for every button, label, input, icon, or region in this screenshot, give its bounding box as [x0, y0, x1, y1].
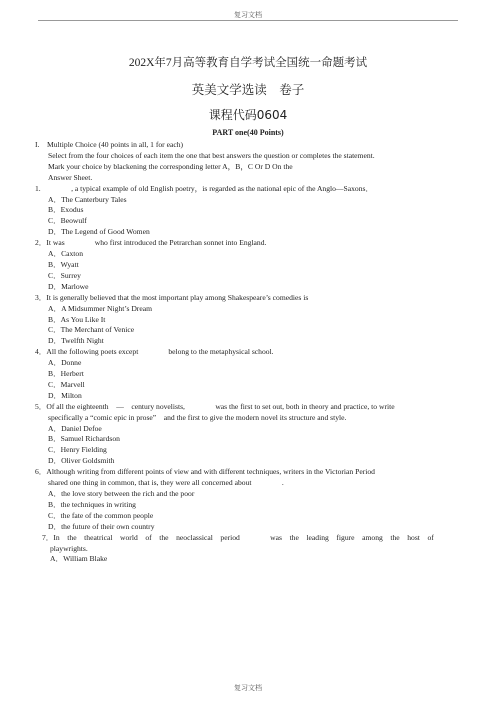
answer-option: C．Henry Fielding	[48, 445, 107, 455]
answer-option: D．Oliver Goldsmith	[48, 456, 115, 466]
question-stem-continued: playwrights.	[50, 543, 88, 553]
answer-option: C．Beowulf	[48, 216, 87, 226]
answer-option: B．As You Like It	[48, 314, 106, 324]
answer-option: A．A Midsummer Night’s Dream	[48, 303, 152, 313]
answer-option: A．Daniel Defoe	[48, 423, 102, 433]
stem-part: belong to the metaphysical school.	[168, 347, 274, 357]
answer-option: D．The Legend of Good Women	[48, 227, 150, 237]
answer-option: D．Milton	[48, 390, 82, 400]
page-footer: 复习文档	[234, 684, 262, 692]
answer-option: A．the love story between the rich and the poor	[48, 489, 195, 498]
stem-part: who first introduced the Petrarchan sonnet into England.	[94, 238, 267, 248]
question-stem	[35, 238, 465, 249]
section-heading: I. Multiple Choice (40 points in all, 1 for each)	[35, 140, 184, 149]
part-title: PART one(40 Points)	[212, 128, 284, 137]
question-stem: 7．In the theatrical world of the neoclassical period was the leading figure among the host of	[42, 532, 434, 542]
question-stem: 6．Although writing from different points of view and with different techniques, writers in the Victorian Period	[35, 467, 375, 477]
question-stem: 1. , a typical example of old English poetry，is regarded as the national epic of the Anglo—Saxons．	[35, 183, 374, 193]
instruction-line: Mark your choice by blackening the corresponding letter A，B，C Or D On the	[48, 161, 293, 171]
question-stem-continued: shared one thing in common, that is, they were all concerned about .	[48, 478, 284, 488]
answer-option: C．The Merchant of Venice	[48, 325, 135, 335]
answer-option: C．the fate of the common people	[48, 510, 154, 520]
page-header: 复习文档	[234, 11, 262, 19]
answer-option: A．Donne	[48, 358, 82, 368]
instruction-line: Answer Sheet.	[48, 172, 93, 182]
question-stem	[35, 347, 465, 358]
answer-option: B．Exodus	[48, 205, 84, 215]
instruction-line: Select from the four choices of each item the one that best answers the question or completes the statement.	[48, 150, 375, 160]
course-code: 课程代码0604	[208, 108, 288, 122]
paper-subtitle: 英美文学选读 卷子	[191, 83, 305, 97]
stem-part: 2．It was	[35, 238, 65, 248]
header-divider	[38, 20, 458, 21]
answer-option: B．Samuel Richardson	[48, 434, 120, 444]
answer-option: A．The Canterbury Tales	[48, 194, 127, 204]
answer-option: B．Herbert	[48, 369, 84, 379]
answer-option: B．the techniques in writing	[48, 499, 136, 509]
answer-option: D．Twelfth Night	[48, 336, 104, 346]
answer-option: B．Wyatt	[48, 259, 79, 269]
question-stem-continued: specifically a “comic epic in prose” and the first to give the modern novel its structure and style.	[48, 412, 347, 422]
question-stem: 5．Of all the eighteenth — century novelists, was the first to set out, both in theory and practice, to write	[35, 401, 395, 411]
answer-option: A．Caxton	[48, 249, 84, 259]
answer-option: C．Surrey	[48, 270, 81, 280]
answer-option: C．Marvell	[48, 379, 85, 389]
question-stem: 3．It is generally believed that the most important play among Shakespeare’s comedies is	[35, 292, 309, 302]
question-body	[35, 140, 465, 565]
answer-option: D．Marlowe	[48, 281, 89, 291]
answer-option: D．the future of their own country	[48, 521, 155, 531]
exam-title: 202X年7月高等教育自学考试全国统一命题考试	[128, 57, 368, 69]
stem-part: 4．All the following poets except	[35, 347, 139, 357]
answer-option: A．William Blake	[50, 554, 108, 564]
